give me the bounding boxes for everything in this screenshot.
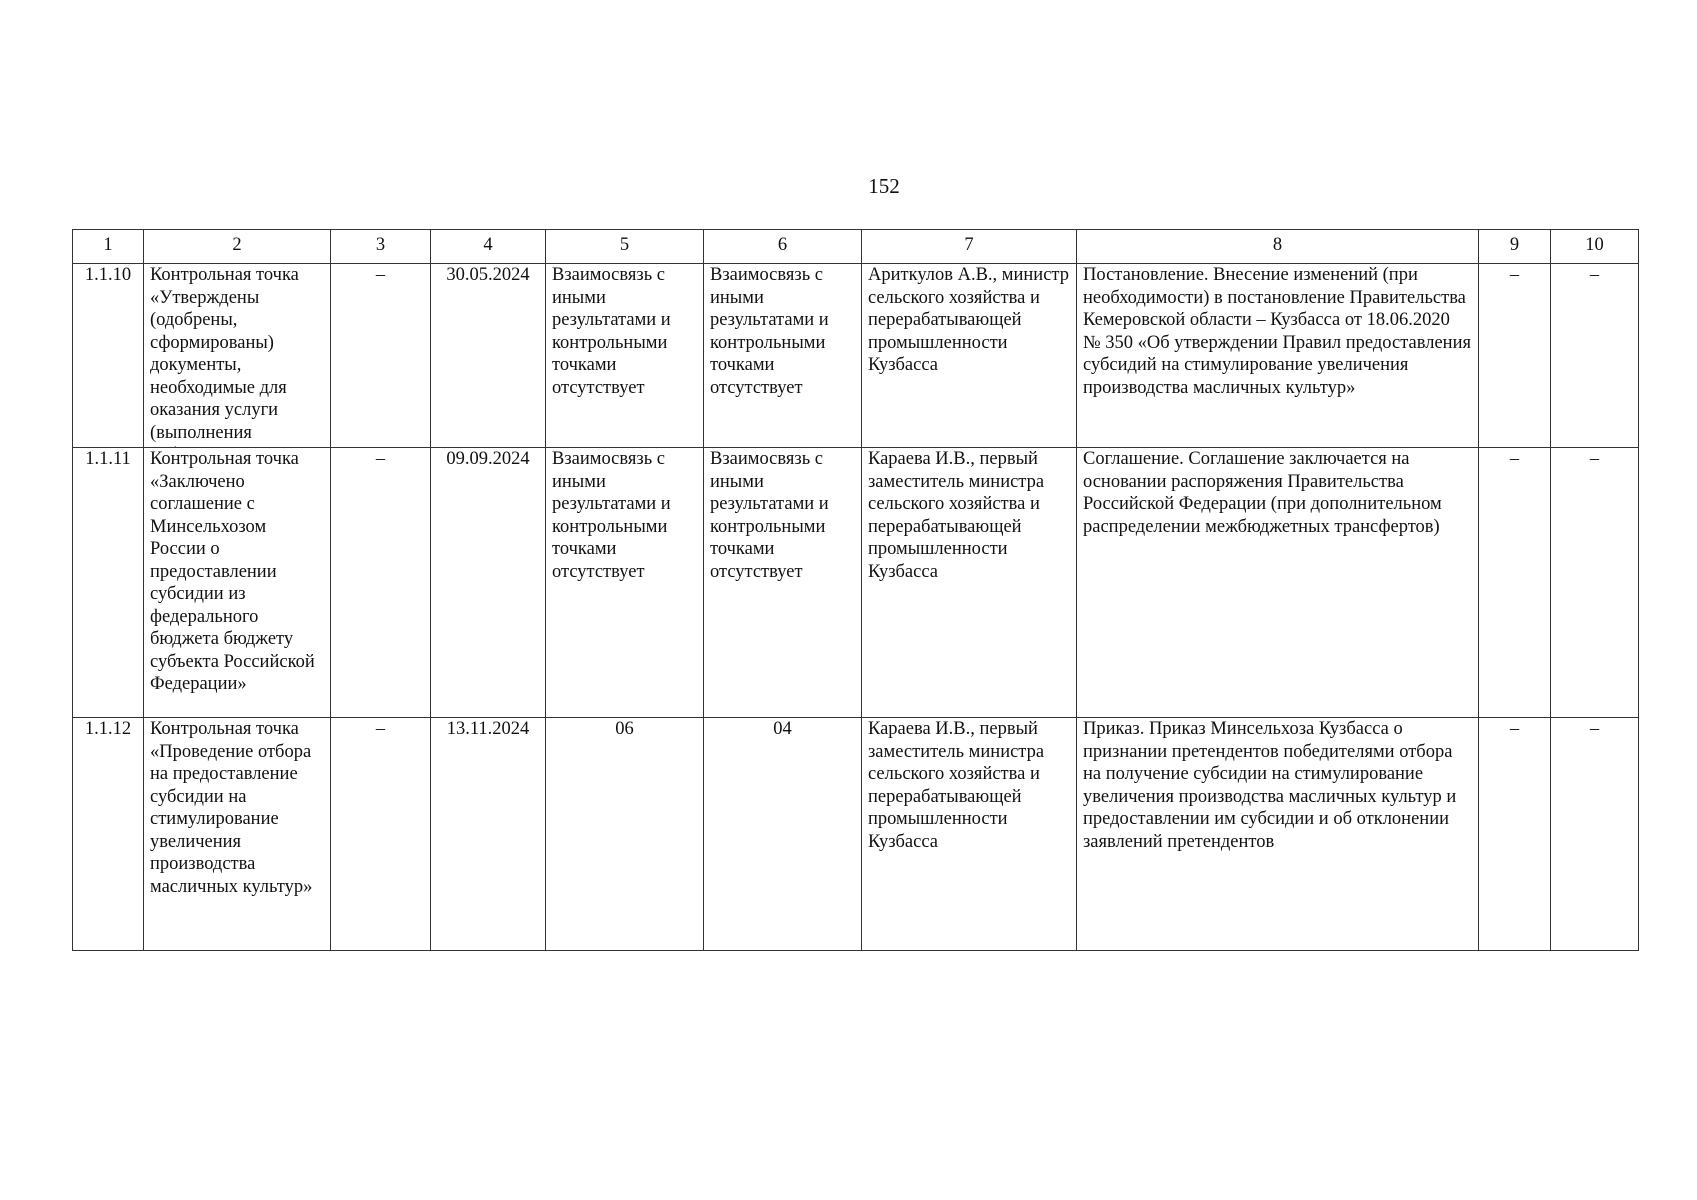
- row-number: 1.1.10: [73, 264, 144, 448]
- header-cell-5: 5: [546, 230, 704, 264]
- header-cell-10: 10: [1551, 230, 1639, 264]
- control-point-name-text: Контрольная точка «Утверждены (одобрены, сформированы) документы, необходимые для оказания услуги (выполнения: [150, 265, 299, 443]
- table-row: [73, 448, 1639, 718]
- responsible-cell: Ариткулов А.В., министр сельского хозяйства и перерабатывающей промышленности Кузбасса: [862, 264, 1077, 448]
- header-cell-7: 7: [862, 230, 1077, 264]
- header-cell-1: 1: [73, 230, 144, 264]
- date-cell: 13.11.2024: [431, 718, 546, 951]
- control-point-name: Контрольная точка «Заключено соглашение с Минсельхозом России о предоставлении субсидии из федерального бюджета бюджету субъекта Российской Федерации»: [144, 448, 331, 718]
- header-cell-3: 3: [331, 230, 431, 264]
- control-point-name: Контрольная точка «Проведение отбора на предоставление субсидии на стимулирование увеличения производства масличных культур»: [144, 718, 331, 951]
- relation-cell: Взаимосвязь с иными результатами и контрольными точками отсутствует: [704, 448, 862, 718]
- relation-cell: Взаимосвязь с иными результатами и контрольными точками отсутствует: [546, 448, 704, 718]
- row-number: 1.1.11: [73, 448, 144, 718]
- cell-col9: –: [1479, 448, 1551, 718]
- cell-col9: –: [1479, 264, 1551, 448]
- table-row: [73, 264, 1639, 448]
- cell-col10: –: [1551, 718, 1639, 951]
- document-cell: Соглашение. Соглашение заключается на основании распоряжения Правительства Российской Федерации (при дополнительном распределении межбюджетных трансфертов): [1077, 448, 1479, 718]
- header-cell-4: 4: [431, 230, 546, 264]
- row-number: 1.1.12: [73, 718, 144, 951]
- responsible-cell: Караева И.В., первый заместитель министра сельского хозяйства и перерабатывающей промышленности Кузбасса: [862, 718, 1077, 951]
- date-cell: 30.05.2024: [431, 264, 546, 448]
- relation-cell: Взаимосвязь с иными результатами и контрольными точками отсутствует: [546, 264, 704, 448]
- cell-col3: –: [331, 718, 431, 951]
- control-point-name: [144, 264, 331, 448]
- header-cell-8: 8: [1077, 230, 1479, 264]
- cell-col9: –: [1479, 718, 1551, 951]
- page-number: 152: [868, 174, 900, 198]
- cell-col10: –: [1551, 264, 1639, 448]
- table-row: [73, 718, 1639, 951]
- header-cell-2: 2: [144, 230, 331, 264]
- document-cell: Постановление. Внесение изменений (при необходимости) в постановление Правительства Кемеровской области – Кузбасса от 18.06.2020 № 350 «Об утверждении Правил предоставления субсидий на стимулирование увеличения производства масличных культур»: [1077, 264, 1479, 448]
- cell-col3: –: [331, 448, 431, 718]
- document-cell: Приказ. Приказ Минсельхоза Кузбасса о признании претендентов победителями отбора на получение субсидии на стимулирование увеличения производства масличных культур и предоставлении им субсидии и об отклонении заявлений претендентов: [1077, 718, 1479, 951]
- cell-col6: 04: [704, 718, 862, 951]
- cell-col5: 06: [546, 718, 704, 951]
- table-header-row: [73, 230, 1639, 264]
- date-cell: 09.09.2024: [431, 448, 546, 718]
- cell-col3: –: [331, 264, 431, 448]
- responsible-cell: Караева И.В., первый заместитель министра сельского хозяйства и перерабатывающей промышленности Кузбасса: [862, 448, 1077, 718]
- control-points-table: [72, 229, 1639, 951]
- header-cell-9: 9: [1479, 230, 1551, 264]
- cell-col10: –: [1551, 448, 1639, 718]
- header-cell-6: 6: [704, 230, 862, 264]
- relation-cell: Взаимосвязь с иными результатами и контрольными точками отсутствует: [704, 264, 862, 448]
